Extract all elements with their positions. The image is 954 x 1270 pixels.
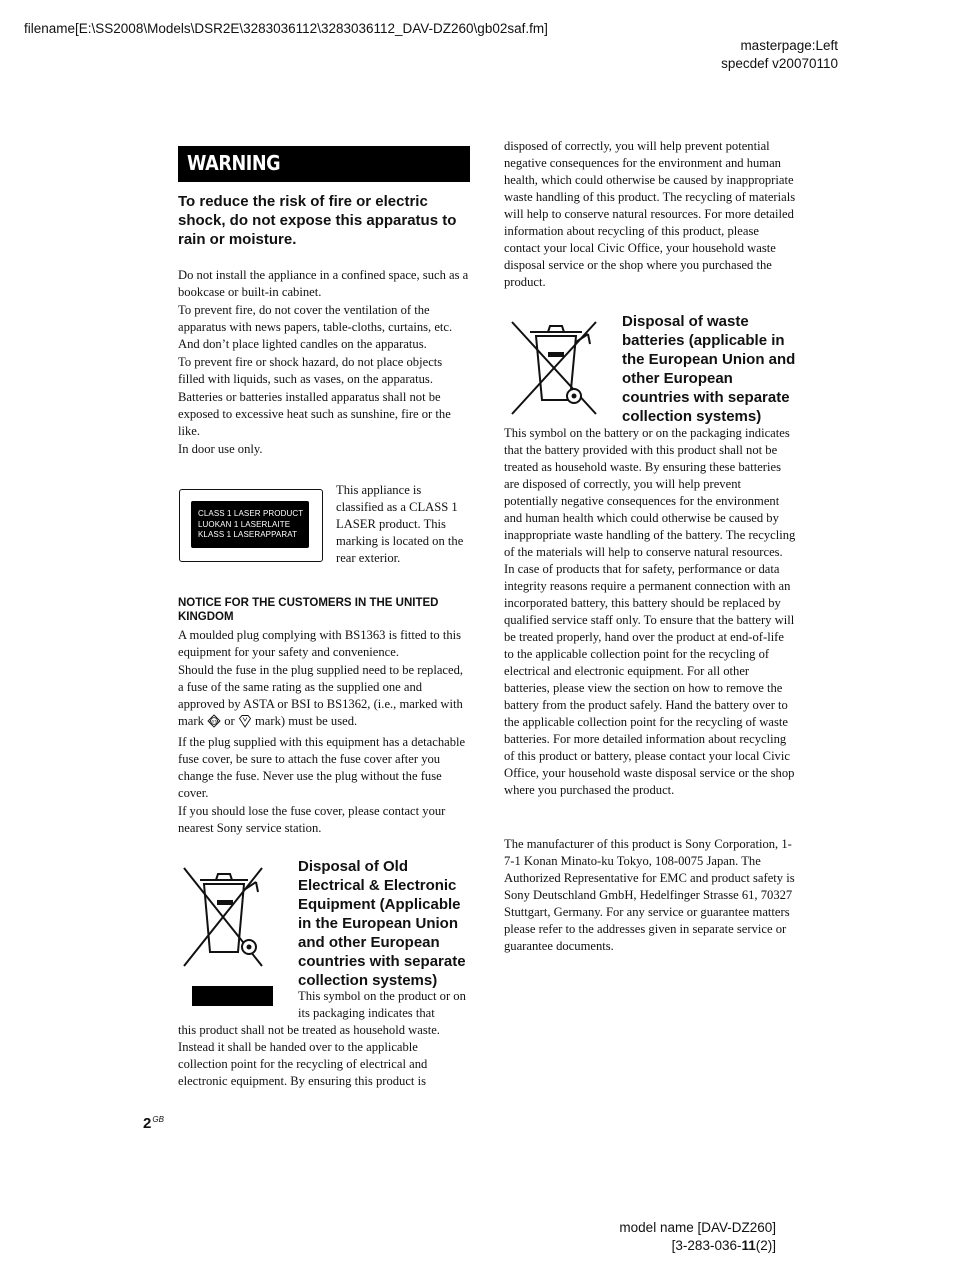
disposal-equipment-intro: This symbol on the product or on its packaging indicates that xyxy=(298,989,466,1020)
column2-continuation: disposed of correctly, you will help prevent potential negative consequences for the environment and human health, which could otherwise be caused by inappropriate waste handling of this product. The recycling of materials will help to conserve natural resources. For more detailed information about recycling of this product, please contact your local Civic Office, your household waste disposal service or the shop where you purchased the product. xyxy=(504,139,796,289)
manufacturer-info: The manufacturer of this product is Sony Corporation, 1-7-1 Konan Minato-ku Tokyo, 108-0075 Japan. The Authorized Representative for EMC and product safety is Sony Deutschland GmbH, Hedelfinger Strasse 61, 70327 Stuttgart, Germany. For any service or guarantee matters please refer to the addresses given in separate service or guarantee documents. xyxy=(504,837,795,953)
uk-notice-heading: NOTICE FOR THE CUSTOMERS IN THE UNITED KINGDOM xyxy=(178,597,439,623)
laser-label-text xyxy=(198,509,303,541)
warning-paragraph: Batteries or batteries installed apparatus shall not be exposed to excessive heat such as sunshine, fire or the like. xyxy=(178,390,451,438)
disposal-batteries-heading: Disposal of waste batteries (applicable in the European Union and other European countries with separate collection systems) xyxy=(622,313,796,425)
warning-paragraph: In door use only. xyxy=(178,442,263,456)
header-masterpage: masterpage:Left xyxy=(740,38,838,53)
disposal-equipment-heading: Disposal of Old Electrical & Electronic Equipment (Applicable in the European Union and other European countries with separate collection systems) xyxy=(298,858,466,989)
page-number xyxy=(143,1115,164,1132)
footer-model: model name [DAV-DZ260] xyxy=(619,1220,776,1235)
weee-crossed-bin-icon xyxy=(180,860,266,970)
warning-title-bar xyxy=(178,146,470,182)
disposal-equipment-text: this product shall not be treated as household waste. Instead it shall be handed over to the applicable collection point for the recycling of electrical and electronic equipment. By ensuring this product is xyxy=(178,1023,440,1088)
disposal-batteries-text: This symbol on the battery or on the packaging indicates that the battery provided with this product shall not be treated as household waste. By ensuring these batteries are disposed of correctly, you will help prevent potentially negative consequences for the environment and human health which could otherwise be caused by inappropriate waste handling of the battery. The recycling of the materials will help to conserve natural resources. In case of products that for safety, performance or data integrity reasons require a permanent connection with an incorporated battery, this battery should be replaced by qualified service staff only. To ensure that the battery will be treated properly, hand over the product at end-of-life to the applicable collection point for the recycling of electrical and electronic equipment. For all other batteries, please view the section on how to remove the battery from the product safely. Hand the battery over to the applicable collection point for the recycling of waste batteries. For more detailed information about recycling of this product or battery, please contact your local Civic Office, your household waste disposal service or the shop where you purchased the product. xyxy=(504,426,796,797)
warning-paragraph: Do not install the appliance in a confined space, such as a bookcase or built-in cabinet. xyxy=(178,268,469,299)
bsi-kitemark-icon xyxy=(238,714,252,733)
header-specdef: specdef v20070110 xyxy=(721,56,838,71)
footer-code-prefix: [3-283-036- xyxy=(671,1238,742,1253)
uk-text: mark) must be used. xyxy=(255,714,358,728)
footer-code-suffix: (2)] xyxy=(755,1238,776,1253)
page-number-value: 2 xyxy=(143,1115,152,1132)
uk-notice-paragraph xyxy=(178,662,470,733)
uk-text: Should the fuse in the plug supplied need to be replaced, a fuse of the same rating as the supplied one and approved by ASTA or BSI to BS1362, (i.e., marked with mark xyxy=(178,663,464,728)
warning-paragraphs xyxy=(178,267,470,459)
uk-text: or xyxy=(224,714,235,728)
warning-heading: To reduce the risk of fire or electric shock, do not expose this apparatus to rain or moisture. xyxy=(178,193,457,248)
page-number-suffix: GB xyxy=(152,1115,164,1124)
footer-code xyxy=(612,1237,776,1255)
uk-notice-paragraphs xyxy=(178,627,470,838)
footer xyxy=(612,1219,776,1255)
weee-solid-bar xyxy=(192,986,273,1006)
laser-class-label xyxy=(179,489,323,562)
footer-code-bold: 11 xyxy=(741,1238,756,1253)
warning-paragraph: To prevent fire or shock hazard, do not place objects filled with liquids, such as vases, on the apparatus. xyxy=(178,355,443,386)
header-meta xyxy=(721,37,838,73)
uk-notice-paragraph: A moulded plug complying with BS1363 is fitted to this equipment for your safety and convenience. xyxy=(178,628,462,659)
warning-title: WARNING xyxy=(187,151,281,175)
asta-mark-icon xyxy=(207,714,221,733)
uk-notice-paragraph: If the plug supplied with this equipment has a detachable fuse cover, be sure to attach the fuse cover after you change the fuse. Never use the plug without the fuse cover. xyxy=(178,735,466,800)
laser-label-line: LUOKAN 1 LASERLAITE xyxy=(198,519,291,529)
laser-label-line: KLASS 1 LASERAPPARAT xyxy=(198,530,298,539)
battery-crossed-bin-icon xyxy=(508,316,600,418)
laser-label-line: CLASS 1 LASER PRODUCT xyxy=(198,509,304,518)
warning-paragraph: To prevent fire, do not cover the ventilation of the apparatus with news papers, table-cloths, curtains, etc. And don’t place lighted candles on the apparatus. xyxy=(178,303,453,351)
uk-notice-paragraph: If you should lose the fuse cover, please contact your nearest Sony service station. xyxy=(178,804,446,835)
header-filename: filename[E:\SS2008\Models\DSR2E\3283036112\3283036112_DAV-DZ260\gb02saf.fm] xyxy=(24,21,548,36)
laser-description: This appliance is classified as a CLASS 1 LASER product. This marking is located on the rear exterior. xyxy=(336,483,464,565)
svg-text:ASTA: ASTA xyxy=(209,719,219,724)
laser-label-plate xyxy=(191,501,309,548)
